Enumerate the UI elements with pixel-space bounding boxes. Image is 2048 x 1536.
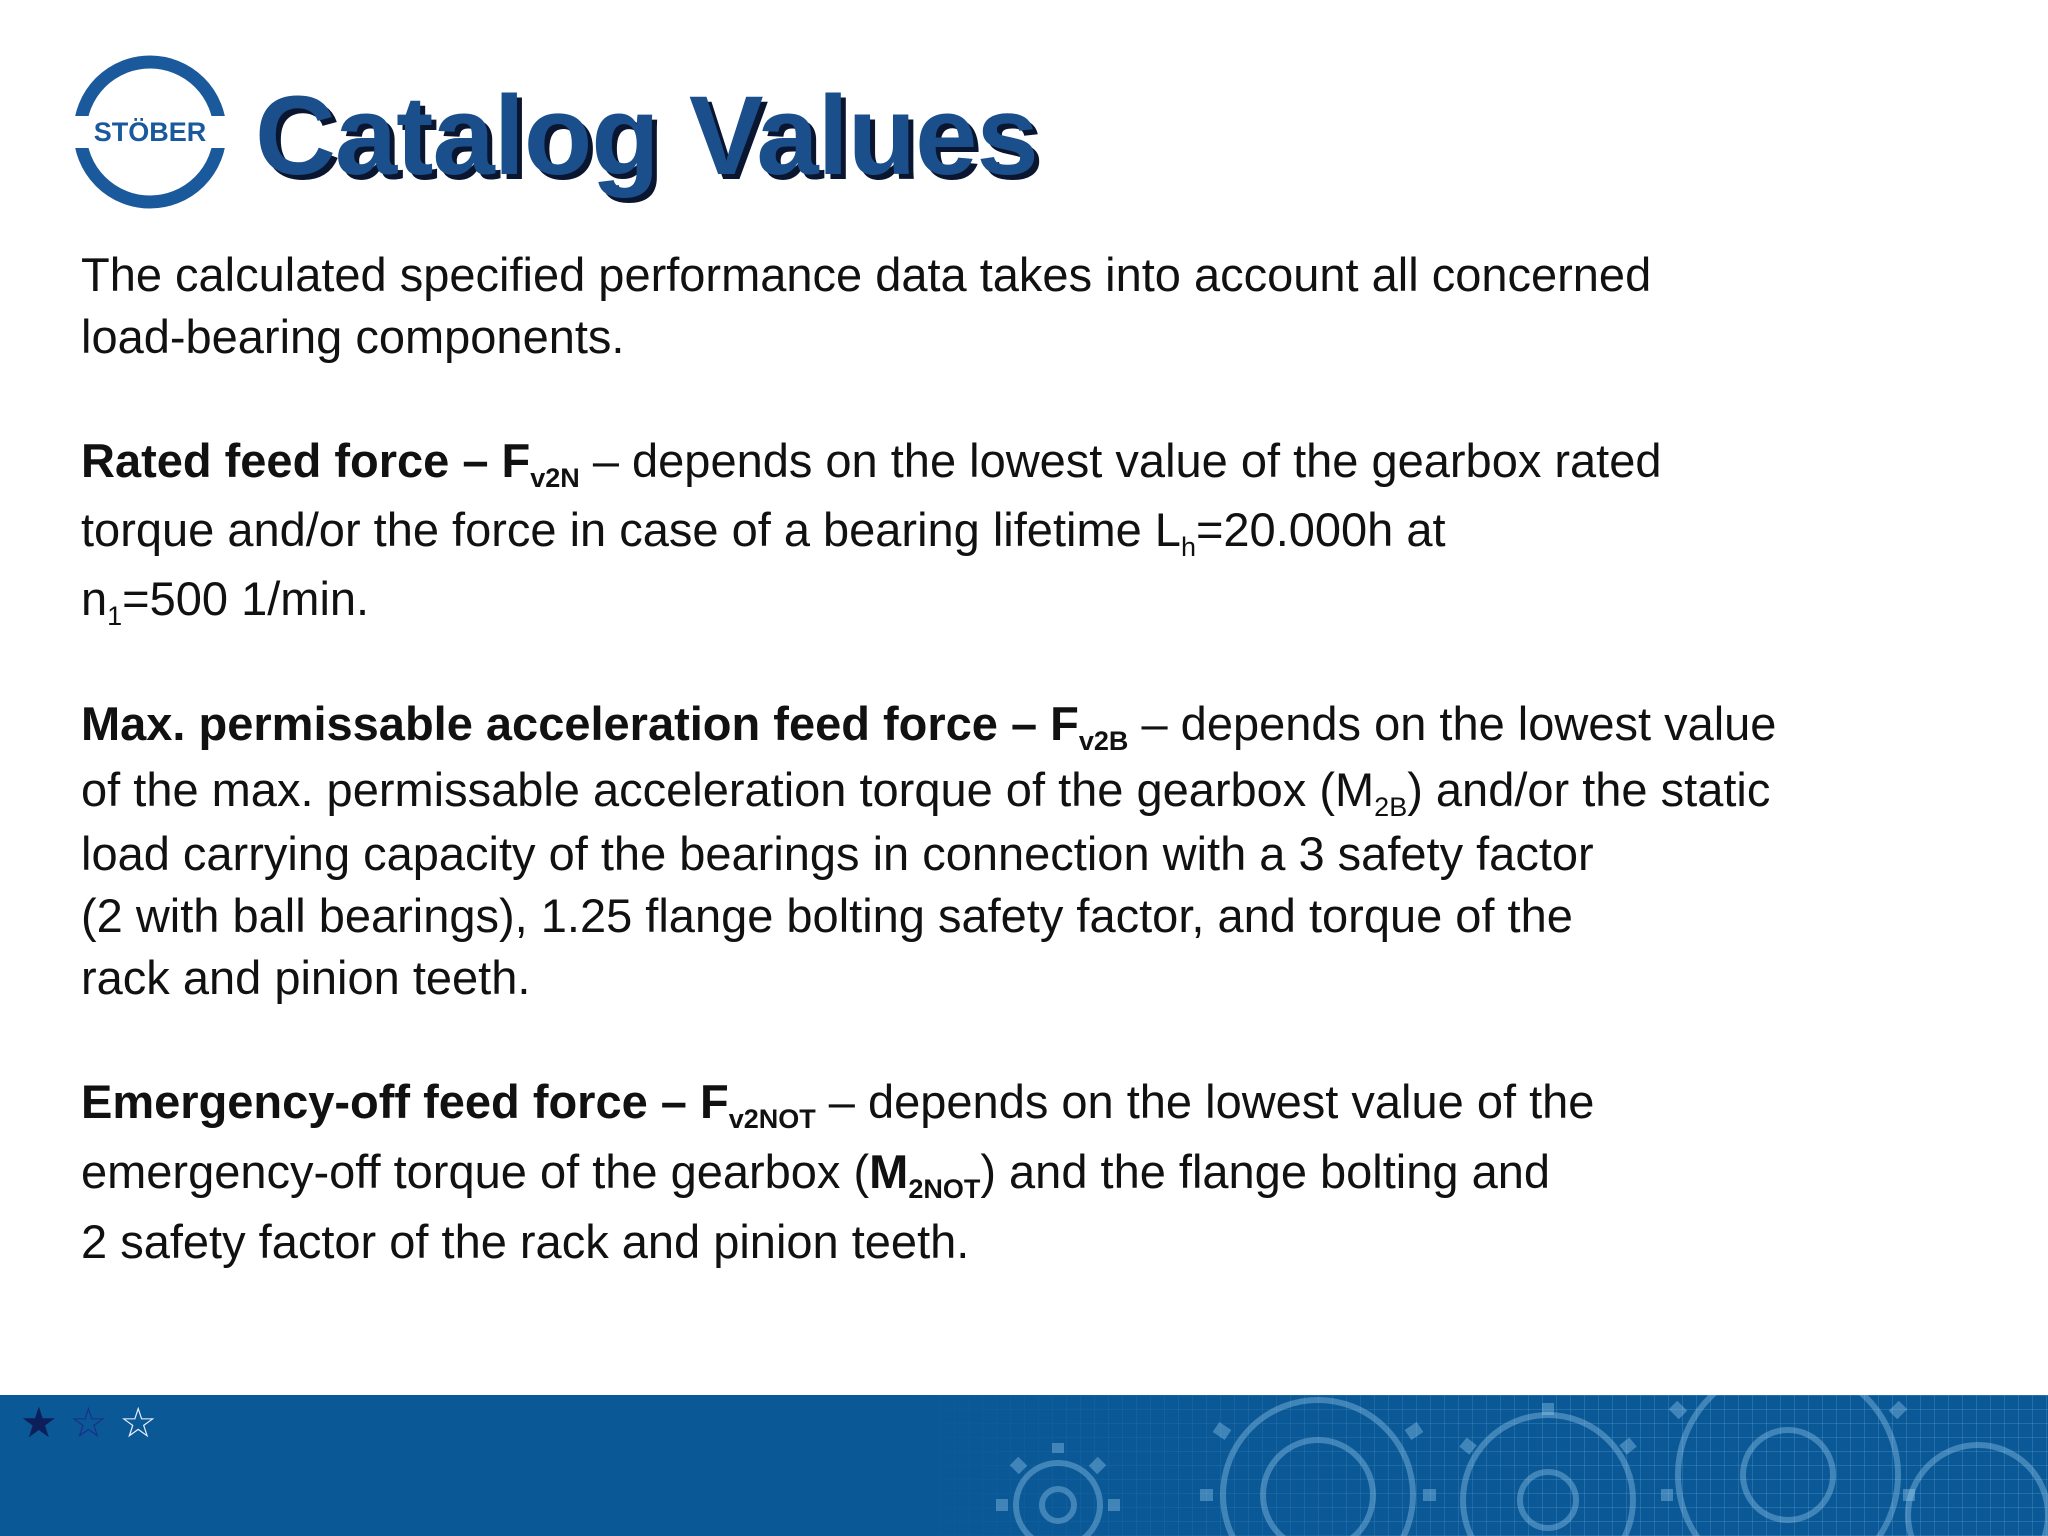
rated-line-1	[81, 426, 1981, 495]
gear-icon	[1016, 1463, 1100, 1536]
gear-icon	[1223, 1400, 1413, 1536]
gear-icon	[1463, 1415, 1633, 1536]
rated-line-1-rest: – depends on the lowest value of the gearbox rated	[579, 434, 1662, 487]
max-line-5: rack and pinion teeth.	[81, 951, 531, 1004]
rated-feed-force-paragraph	[81, 426, 1981, 633]
gear-icon	[1678, 1395, 1898, 1536]
rated-line-3	[81, 564, 1981, 633]
stober-logo	[70, 52, 230, 212]
max-term-subscript: v2B	[1078, 726, 1129, 756]
star-outline-icon: ☆	[119, 1398, 157, 1447]
max-term: Max. permissable acceleration feed force – F	[81, 697, 1079, 750]
star-filled-icon: ★	[20, 1398, 58, 1447]
gear-icon	[1908, 1445, 2048, 1536]
emergency-line-1-rest: – depends on the lowest value of the	[815, 1075, 1595, 1128]
emergency-line-2-b: ) and the flange bolting and	[980, 1145, 1550, 1198]
emergency-off-feed-force-paragraph	[81, 1067, 1981, 1277]
rated-lh-subscript: h	[1180, 532, 1196, 562]
intro-paragraph	[81, 244, 1981, 368]
rated-term-subscript: v2N	[530, 463, 580, 493]
rated-line-2-b: =20.000h at	[1195, 503, 1446, 556]
rated-line-2	[81, 495, 1981, 564]
rated-line-2-a: torque and/or the force in case of a bearing lifetime L	[81, 503, 1181, 556]
max-line-2-b: ) and/or the static	[1407, 763, 1771, 816]
max-line-1-rest: – depends on the lowest value	[1128, 697, 1777, 750]
emergency-line-1	[81, 1067, 1981, 1137]
logo-text: STÖBER	[93, 117, 207, 147]
max-line-4: (2 with ball bearings), 1.25 flange bolting safety factor, and torque of the	[81, 889, 1573, 942]
emergency-term-subscript: v2NOT	[728, 1104, 816, 1134]
slide-body	[81, 244, 1981, 1277]
star-outline-icon: ☆	[69, 1398, 108, 1447]
emergency-line-3: 2 safety factor of the rack and pinion teeth.	[81, 1215, 970, 1268]
max-line-2	[81, 757, 1981, 823]
max-line-2-a: of the max. permissable acceleration torque of the gearbox (M	[81, 763, 1375, 816]
rated-n1-subscript: 1	[107, 601, 123, 631]
max-line-3: load carrying capacity of the bearings in connection with a 3 safety factor	[81, 827, 1594, 880]
emergency-line-2-a: emergency-off torque of the gearbox (	[81, 1145, 870, 1198]
footer-banner	[0, 1395, 2048, 1536]
emergency-line-2	[81, 1137, 1981, 1207]
rated-term: Rated feed force – F	[81, 434, 531, 487]
rating-stars	[20, 1398, 157, 1447]
max-line-1	[81, 691, 1981, 757]
emergency-m2not-subscript: 2NOT	[908, 1174, 981, 1204]
gears-decoration	[928, 1395, 2048, 1536]
intro-line-2: load-bearing components.	[81, 310, 625, 363]
page-title: Catalog Values	[255, 73, 1038, 198]
max-acceleration-feed-force-paragraph	[81, 691, 1981, 1009]
emergency-m-symbol: M	[869, 1145, 909, 1198]
max-m2b-subscript: 2B	[1374, 792, 1408, 822]
intro-line-1: The calculated specified performance data takes into account all concerned	[81, 248, 1652, 301]
rated-line-3-b: =500 1/min.	[122, 572, 370, 625]
rated-line-3-a: n	[81, 572, 108, 625]
emergency-term: Emergency-off feed force – F	[81, 1075, 729, 1128]
